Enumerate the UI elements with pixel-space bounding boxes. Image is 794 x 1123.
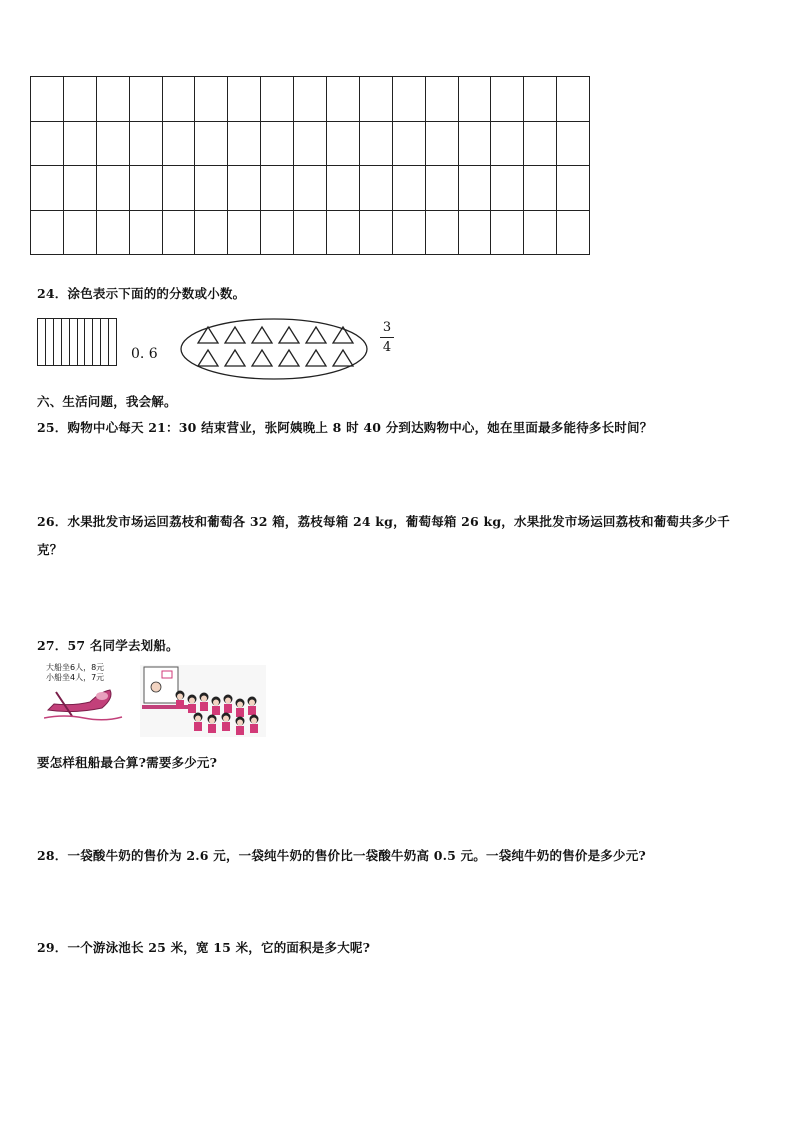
grid-cell xyxy=(129,166,162,211)
grid-cell xyxy=(294,77,327,122)
grid-cell xyxy=(129,210,162,255)
question-26-line-1: 26．水果批发市场运回荔枝和葡萄各 32 箱，荔枝每箱 24 kg，葡萄每箱 26 kg，水果批发市场运回荔枝和葡萄共多少千 xyxy=(37,514,730,529)
grid-cell xyxy=(294,121,327,166)
triangle xyxy=(306,350,326,366)
grid-row xyxy=(31,166,590,211)
grid-cell xyxy=(294,166,327,211)
child-body xyxy=(250,724,258,733)
grid-cell xyxy=(359,166,392,211)
grid-cell xyxy=(524,210,557,255)
triangle-group xyxy=(198,327,353,366)
boat-bow xyxy=(96,692,108,700)
grid-cell xyxy=(392,166,425,211)
child-body xyxy=(176,700,184,709)
grid-cell xyxy=(392,210,425,255)
decimal-bar-figure xyxy=(37,318,117,366)
child-face xyxy=(249,700,255,706)
grid-cell xyxy=(31,121,64,166)
child-body xyxy=(212,706,220,715)
grid-cell xyxy=(63,121,96,166)
bar-strip xyxy=(93,319,101,365)
grid-cell xyxy=(96,77,129,122)
child-face xyxy=(209,718,215,724)
child-face xyxy=(237,702,243,708)
fraction-label xyxy=(380,320,394,355)
grid-cell xyxy=(261,77,294,122)
grid-cell xyxy=(425,166,458,211)
children-queue-illustration xyxy=(140,665,266,737)
grid-cell xyxy=(425,210,458,255)
triangle xyxy=(252,327,272,343)
grid-cell xyxy=(31,210,64,255)
grid-cell xyxy=(557,121,590,166)
grid-cell xyxy=(557,210,590,255)
grid-cell xyxy=(491,121,524,166)
grid-cell xyxy=(327,77,360,122)
grid-cell xyxy=(425,121,458,166)
grid-cell xyxy=(327,166,360,211)
triangle-oval-figure xyxy=(178,317,374,383)
grid-cell xyxy=(359,77,392,122)
grid-cell xyxy=(524,121,557,166)
grid-cell xyxy=(261,210,294,255)
grid-cell xyxy=(491,166,524,211)
grid-cell xyxy=(31,166,64,211)
grid-row xyxy=(31,210,590,255)
section-6-heading: 六、生活问题，我会解。 xyxy=(37,394,177,409)
child-body xyxy=(248,706,256,715)
grid-cell xyxy=(63,166,96,211)
grid-cell xyxy=(524,166,557,211)
triangle xyxy=(306,327,326,343)
grid-cell xyxy=(557,77,590,122)
child-face xyxy=(251,718,257,724)
grid-cell xyxy=(261,121,294,166)
grid-cell xyxy=(458,210,491,255)
grid-cell xyxy=(162,77,195,122)
grid-cell xyxy=(162,121,195,166)
child-body xyxy=(222,722,230,731)
bar-strip xyxy=(62,319,70,365)
bar-strip xyxy=(38,319,46,365)
grid-cell xyxy=(195,77,228,122)
grid-cell xyxy=(359,121,392,166)
question-28: 28．一袋酸牛奶的售价为 2.6 元，一袋纯牛奶的售价比一袋酸牛奶高 0.5 元。一袋纯牛奶的售价是多少元? xyxy=(37,848,646,863)
triangle xyxy=(279,350,299,366)
grid-row xyxy=(31,77,590,122)
child-body xyxy=(208,724,216,733)
grid-cell xyxy=(491,210,524,255)
water-wave xyxy=(44,716,122,720)
grid-cell xyxy=(195,166,228,211)
child-face xyxy=(225,698,231,704)
boat-price-note xyxy=(46,663,104,683)
writing-grid xyxy=(30,76,590,255)
fraction-line xyxy=(380,337,394,338)
child-body xyxy=(188,704,196,713)
question-29: 29．一个游泳池长 25 米，宽 15 米，它的面积是多大呢? xyxy=(37,940,371,955)
small-boat-price: 小船坐4人，7元 xyxy=(46,673,105,682)
bar-strip xyxy=(70,319,78,365)
bar-strip xyxy=(46,319,54,365)
grid-cell xyxy=(327,121,360,166)
triangle xyxy=(252,350,272,366)
bar-strip xyxy=(78,319,86,365)
child-face xyxy=(237,720,243,726)
grid-cell xyxy=(261,166,294,211)
triangle xyxy=(225,350,245,366)
question-24: 24．涂色表示下面的的分数或小数。 xyxy=(37,286,246,301)
child-face xyxy=(177,694,183,700)
triangle xyxy=(279,327,299,343)
child-face xyxy=(189,698,195,704)
grid-cell xyxy=(425,77,458,122)
triangle xyxy=(198,327,218,343)
grid-cell xyxy=(96,121,129,166)
grid-cell xyxy=(327,210,360,255)
child-body xyxy=(194,722,202,731)
child-face xyxy=(213,700,219,706)
grid-cell xyxy=(228,121,261,166)
child-face xyxy=(223,716,229,722)
fraction-denominator: 4 xyxy=(382,340,392,355)
grid-cell xyxy=(524,77,557,122)
child-body xyxy=(236,726,244,735)
grid-cell xyxy=(96,166,129,211)
child-body xyxy=(224,704,232,713)
grid-cell xyxy=(228,166,261,211)
grid-cell xyxy=(63,210,96,255)
triangle xyxy=(198,350,218,366)
grid-cell xyxy=(162,166,195,211)
grid-cell xyxy=(129,121,162,166)
child-face xyxy=(201,696,207,702)
grid-cell xyxy=(162,210,195,255)
child-body xyxy=(236,708,244,717)
bar-strip xyxy=(54,319,62,365)
bar-strip xyxy=(85,319,93,365)
fraction-numerator: 3 xyxy=(382,320,392,335)
grid-cell xyxy=(458,77,491,122)
grid-cell xyxy=(195,210,228,255)
grid-cell xyxy=(228,77,261,122)
grid-cell xyxy=(392,121,425,166)
grid-cell xyxy=(31,77,64,122)
bar-strip xyxy=(101,319,109,365)
decimal-label: 0. 6 xyxy=(131,346,158,362)
bar-strip xyxy=(109,319,116,365)
grid-cell xyxy=(458,121,491,166)
triangle xyxy=(333,350,353,366)
grid-cell xyxy=(63,77,96,122)
grid-cell xyxy=(195,121,228,166)
child-face xyxy=(195,716,201,722)
grid-cell xyxy=(392,77,425,122)
grid-cell xyxy=(557,166,590,211)
grid-cell xyxy=(458,166,491,211)
child-body xyxy=(200,702,208,711)
question-27-ask: 要怎样租船最合算?需要多少元? xyxy=(37,755,218,770)
clerk-head xyxy=(151,682,161,692)
question-27: 27．57 名同学去划船。 xyxy=(37,638,179,653)
question-26-line-2: 克？ xyxy=(37,542,63,557)
big-boat-price: 大船坐6人，8元 xyxy=(46,663,105,672)
boat-illustration xyxy=(44,684,124,724)
grid-cell xyxy=(359,210,392,255)
question-25: 25．购物中心每天 21：30 结束营业，张阿姨晚上 8 时 40 分到达购物中心，她在里面最多能待多长时间？ xyxy=(37,420,653,435)
grid-cell xyxy=(96,210,129,255)
grid-cell xyxy=(294,210,327,255)
triangle xyxy=(225,327,245,343)
grid-cell xyxy=(491,77,524,122)
grid-cell xyxy=(228,210,261,255)
grid-cell xyxy=(129,77,162,122)
grid-row xyxy=(31,121,590,166)
